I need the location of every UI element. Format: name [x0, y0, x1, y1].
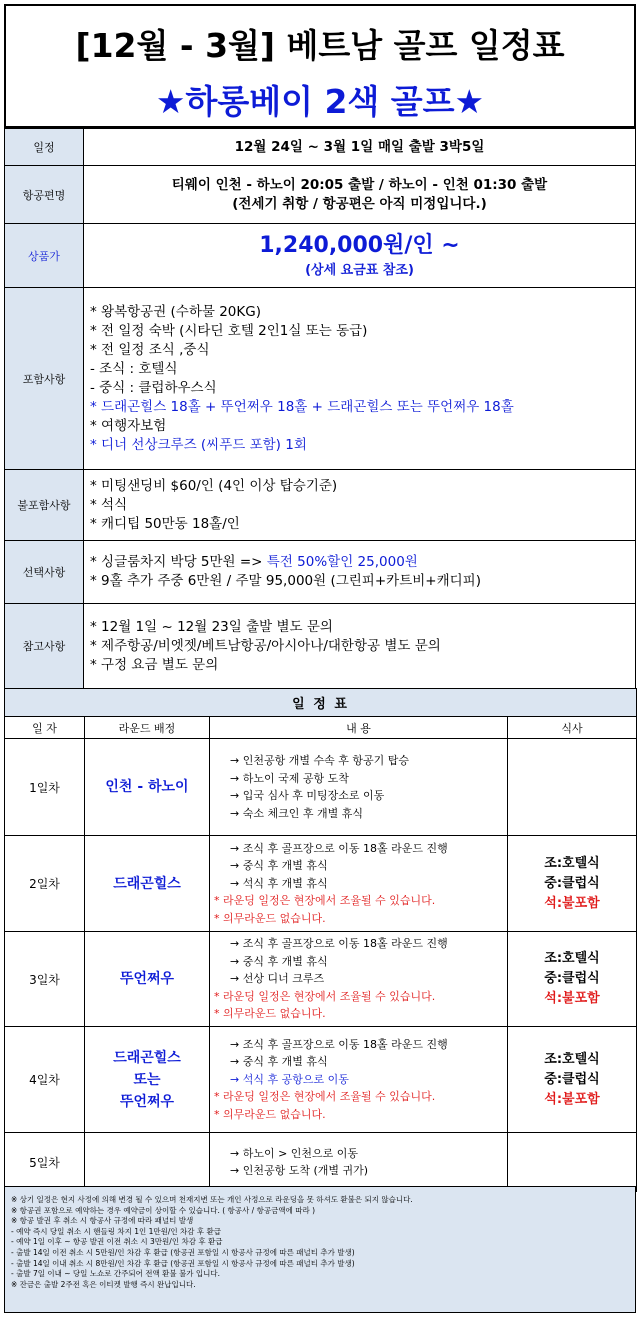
route-option-or: 또는	[133, 1071, 161, 1088]
period-label: 일정	[5, 129, 84, 166]
price-value: 1,240,000원/인 ~	[259, 233, 460, 258]
page-subtitle: ★하롱베이 2색 골프★	[155, 82, 485, 121]
meal-dinner: 석:불포함	[544, 991, 600, 1006]
optional-row	[5, 541, 636, 604]
included-label: 포함사항	[5, 288, 84, 470]
optional-highlight: 특전 50%할인 25,000원	[266, 554, 418, 570]
page-title: [12월 - 3월] 베트남 골프 일정표	[75, 26, 565, 65]
route-cell	[85, 1027, 210, 1133]
itinerary-item: → 선상 디너 크루즈	[230, 972, 325, 986]
itinerary-item: → 입국 심사 후 미팅장소로 이동	[230, 789, 385, 802]
itinerary-note: * 라운딩 일정은 현장에서 조율될 수 있습니다.	[214, 894, 436, 908]
schedule-row-day2	[5, 836, 637, 932]
note-line: ※ 항공권 포함으로 예약하는 경우 예약금이 상이할 수 있습니다. ( 항공사 / 항공금액에 따라 )	[11, 1205, 315, 1215]
route-option-1: 드래곤힐스	[113, 1049, 181, 1066]
included-item: - 조식 : 호텔식	[90, 360, 178, 377]
schedule-row-day4	[5, 1027, 637, 1133]
content-cell	[210, 1027, 508, 1133]
meal-breakfast: 조:호텔식	[544, 951, 600, 966]
info-table	[4, 128, 636, 689]
day-label: 3일차	[5, 932, 85, 1027]
title-box	[4, 4, 636, 128]
itinerary-note: * 라운딩 일정은 현장에서 조율될 수 있습니다.	[214, 1090, 436, 1104]
content-cell	[210, 739, 508, 836]
note-line: - 예약 1일 이후 ~ 항공 발권 이전 취소 시 3만원/인 차감 후 환급	[11, 1237, 223, 1247]
route-option-2: 뚜언쩌우	[119, 1093, 175, 1110]
reference-row	[5, 604, 636, 689]
route-cell: 인천 - 하노이	[85, 739, 210, 836]
route-cell	[85, 1133, 210, 1192]
route-cell: 뚜언쩌우	[85, 932, 210, 1027]
note-line: - 예약 즉시 당일 취소 시 핸들링 차지 1인 1만원/인 차감 후 환급	[11, 1226, 222, 1236]
flight-row	[5, 166, 636, 224]
col-meals: 식사	[508, 717, 637, 739]
reference-item: * 구정 요금 별도 문의	[90, 656, 219, 673]
day-label: 1일차	[5, 739, 85, 836]
reference-label: 참고사항	[5, 604, 84, 689]
content-cell	[210, 932, 508, 1027]
price-row	[5, 224, 636, 288]
itinerary-note: * 의무라운드 없습니다.	[214, 1007, 326, 1021]
schedule-header-row	[5, 717, 637, 739]
itinerary-note: * 의무라운드 없습니다.	[214, 1107, 326, 1121]
optional-content	[84, 541, 636, 604]
day-label: 2일차	[5, 836, 85, 932]
content-cell	[210, 836, 508, 932]
col-route: 라운드 배정	[85, 717, 210, 739]
included-item: * 전 일정 조식 ,중식	[90, 341, 210, 358]
col-content: 내 용	[210, 717, 508, 739]
meal-dinner: 석:불포함	[544, 1091, 600, 1107]
meal-lunch: 중:클럽식	[544, 875, 600, 891]
optional-label: 선택사항	[5, 541, 84, 604]
itinerary-note: * 라운딩 일정은 현장에서 조율될 수 있습니다.	[214, 989, 436, 1003]
optional-line-1	[90, 553, 629, 572]
itinerary-item: → 중식 후 개별 휴식	[230, 859, 328, 873]
reference-item: * 제주항공/비엣젯/베트남항공/아시아나/대한항공 별도 문의	[90, 637, 441, 654]
meal-dinner: 석:불포함	[544, 895, 600, 911]
itinerary-note: * 의무라운드 없습니다.	[214, 911, 326, 925]
meals-cell	[508, 932, 637, 1027]
included-item: - 중식 : 클럽하우스식	[90, 379, 217, 396]
schedule-row-day3	[5, 932, 637, 1027]
excluded-content	[84, 470, 636, 541]
excluded-item: * 캐디팁 50만동 18홀/인	[90, 515, 240, 532]
note-line: - 출발 7일 이내 ~ 당일 노쇼로 간주되어 전액 환불 불가 입니다.	[11, 1269, 221, 1279]
note-line: ※ 잔금은 출발 2주전 혹은 이티켓 발행 즉시 완납입니다.	[11, 1279, 196, 1289]
meals-cell	[508, 739, 637, 836]
itinerary-item: → 조식 후 골프장으로 이동 18홀 라운드 진행	[230, 937, 448, 951]
route-cell: 드래곤힐스	[85, 836, 210, 932]
included-item-cruise: * 디너 선상크루즈 (씨푸드 포함) 1회	[90, 436, 307, 453]
itinerary-item: → 중식 후 개별 휴식	[230, 1055, 328, 1069]
excluded-row	[5, 470, 636, 541]
included-content	[84, 288, 636, 470]
period-text: 12월 24일 ~ 3월 1일 매일 출발 3박5일	[84, 129, 636, 166]
schedule-row-day1	[5, 739, 637, 836]
itinerary-item: → 인천공항 개별 수속 후 항공기 탑승	[230, 754, 409, 767]
price-note: (상세 요금표 참조)	[305, 263, 414, 278]
flight-label: 항공편명	[5, 166, 84, 224]
itinerary-item: → 조식 후 골프장으로 이동 18홀 라운드 진행	[230, 841, 448, 855]
note-line: ※ 항공 발권 후 취소 시 항공사 규정에 따라 패널티 발생	[11, 1216, 194, 1226]
itinerary-item: → 인천공항 도착 (개별 귀가)	[230, 1164, 369, 1177]
meals-cell	[508, 1133, 637, 1192]
included-item: * 왕복항공권 (수하물 20KG)	[90, 303, 261, 320]
included-item: * 전 일정 숙박 (시타딘 호텔 2인1실 또는 동급)	[90, 322, 368, 339]
reference-content	[84, 604, 636, 689]
itinerary-item: → 석식 후 개별 휴식	[230, 876, 328, 890]
itinerary-item: → 중식 후 개별 휴식	[230, 954, 328, 968]
schedule-title-row	[5, 689, 637, 717]
note-line: - 출발 14일 이전 취소 시 5만원/인 차감 후 환급 (항공권 포함일 시 항공사 규정에 따른 패널티 추가 발생)	[11, 1247, 355, 1257]
meal-lunch: 중:클럽식	[544, 1071, 600, 1087]
flight-line-1: 티웨이 인천 - 하노이 20:05 출발 / 하노이 - 인천 01:30 출발	[171, 176, 548, 193]
excluded-label: 불포함사항	[5, 470, 84, 541]
period-row	[5, 129, 636, 166]
itinerary-item: → 조식 후 골프장으로 이동 18홀 라운드 진행	[230, 1037, 448, 1051]
itinerary-item: → 하노이 > 인천으로 이동	[230, 1146, 359, 1160]
meal-breakfast: 조:호텔식	[544, 855, 600, 871]
meal-lunch: 중:클럽식	[544, 971, 600, 986]
optional-line-2: * 9홀 추가 주중 6만원 / 주말 95,000원 (그린피+카트비+캐디피)	[90, 573, 481, 589]
note-line: - 출발 14일 이내 취소 시 8만원/인 차감 후 환급 (항공권 포함일 시 항공사 규정에 따른 패널티 추가 발생)	[11, 1258, 355, 1268]
notes-box	[4, 1186, 636, 1313]
excluded-item: * 미팅샌딩비 $60/인 (4인 이상 탑승기준)	[90, 477, 338, 494]
content-cell	[210, 1133, 508, 1192]
day-label: 5일차	[5, 1133, 85, 1192]
note-line: ※ 상기 일정은 현지 사정에 의해 변경 될 수 있으며 천재지변 또는 개인 사정으로 라운딩을 못 하셔도 환불은 되지 않습니다.	[11, 1195, 413, 1204]
schedule-row-day5	[5, 1133, 637, 1192]
price-content	[84, 224, 636, 288]
meal-breakfast: 조:호텔식	[544, 1051, 600, 1067]
meals-cell	[508, 836, 637, 932]
schedule-title: 일 정 표	[5, 689, 637, 717]
included-item-golf: * 드래곤힐스 18홀 + 뚜언쩌우 18홀 + 드래곤힐스 또는 뚜언쩌우 18홀	[90, 398, 514, 415]
itinerary-item: → 하노이 국제 공항 도착	[230, 771, 349, 785]
optional-prefix: * 싱글룸차지 박당 5만원 =>	[90, 554, 267, 570]
meals-cell	[508, 1027, 637, 1133]
reference-item: * 12월 1일 ~ 12월 23일 출발 별도 문의	[90, 618, 333, 635]
flight-line-2: (전세기 취항 / 항공편은 아직 미정입니다.)	[232, 195, 487, 212]
itinerary-item-airport: → 석식 후 공항으로 이동	[230, 1072, 349, 1086]
itinerary-item: → 숙소 체크인 후 개별 휴식	[230, 806, 363, 820]
schedule-table	[4, 688, 637, 1192]
col-day: 일 자	[5, 717, 85, 739]
included-row	[5, 288, 636, 470]
included-item: * 여행자보험	[90, 417, 167, 434]
excluded-item: * 석식	[90, 496, 128, 513]
day-label: 4일차	[5, 1027, 85, 1133]
price-label: 상품가	[5, 224, 84, 288]
flight-content	[84, 166, 636, 224]
